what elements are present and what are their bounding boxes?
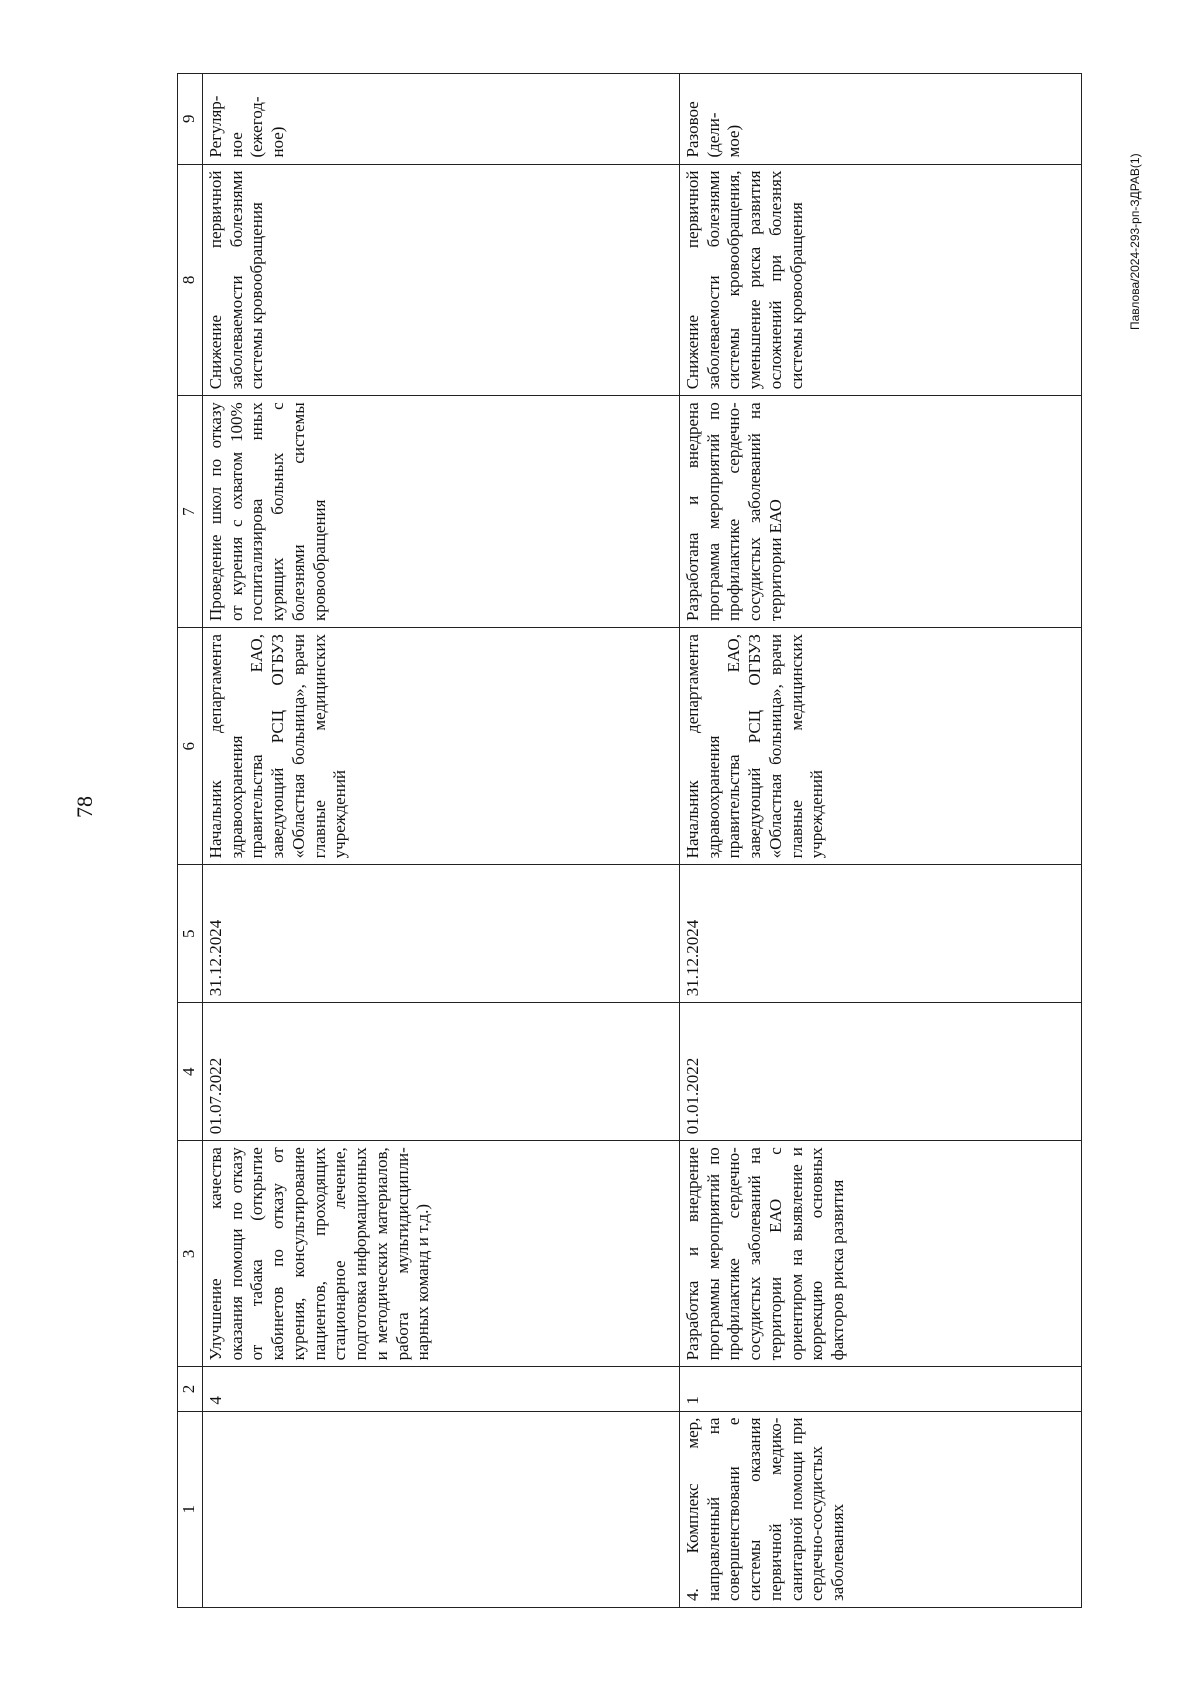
- cell-frequency: Регуляр-ное (ежегод-ное): [203, 74, 680, 165]
- cell-effect: Снижение первичной заболеваемости болезнями системы кровообращения, уменьшение риска развития осложнений при болезнях системы кровообращения: [680, 164, 1082, 396]
- cell-result: Проведение школ по отказу от курения с охватом 100% госпитализирова нных курящих больных с болезнями системы кровообращения: [203, 396, 680, 628]
- header-cell: 6: [178, 628, 203, 865]
- header-cell: 4: [178, 1003, 203, 1141]
- header-cell: 1: [178, 1411, 203, 1607]
- cell-end-date: 31.12.2024: [680, 865, 1082, 1003]
- cell-number: 4: [203, 1367, 680, 1411]
- table-row: [680, 74, 1082, 1608]
- header-cell: 5: [178, 865, 203, 1003]
- document-code: Павлова/2024-293-рп-ЗДРАВ(1): [1128, 153, 1142, 330]
- measures-table: [177, 73, 1082, 1608]
- header-cell: 2: [178, 1367, 203, 1411]
- header-row: [178, 74, 203, 1608]
- cell-responsible: Начальник департамента здравоохранения правительства ЕАО, заведующий РСЦ ОГБУЗ «Областная больница», врачи главные медицинских учреждений: [203, 628, 680, 865]
- cell-responsible: Начальник департамента здравоохранения правительства ЕАО, заведующий РСЦ ОГБУЗ «Областная больница», врачи главные медицинских учреждений: [680, 628, 1082, 865]
- cell-measure: Улучшение качества оказания помощи по отказу от табака (открытие кабинетов по отказу от курения, консультирование пациентов, проходящих стационарное лечение, подготовка информационных и методических материалов, работа мультидисципли-нарных команд и т.д.): [203, 1141, 680, 1367]
- cell-start-date: 01.07.2022: [203, 1003, 680, 1141]
- cell-number: 1: [680, 1367, 1082, 1411]
- cell-frequency: Разовое (дели-мое): [680, 74, 1082, 165]
- header-cell: 3: [178, 1141, 203, 1367]
- cell-section: 4. Комплекс мер, направленный на совершенствовани е системы оказания первичной медико-санитарной помощи при сердечно-сосудистых заболеваниях: [680, 1411, 1082, 1607]
- measures-table-container: [177, 73, 1074, 1608]
- cell-end-date: 31.12.2024: [203, 865, 680, 1003]
- header-cell: 7: [178, 396, 203, 628]
- header-cell: 9: [178, 74, 203, 165]
- cell-result: Разработана и внедрена программа мероприятий по профилактике сердечно-сосудистых заболеваний на территории ЕАО: [680, 396, 1082, 628]
- table-row: [203, 74, 680, 1608]
- cell-start-date: 01.01.2022: [680, 1003, 1082, 1141]
- page-number: 78: [72, 796, 97, 818]
- cell-effect: Снижение первичной заболеваемости болезнями системы кровообращения: [203, 164, 680, 396]
- header-cell: 8: [178, 164, 203, 396]
- cell-measure: Разработка и внедрение программы мероприятий по профилактике сердечно-сосудистых заболеваний на территории ЕАО с ориентиром на выявление и коррекцию основных факторов риска развития: [680, 1141, 1082, 1367]
- cell-section: [203, 1411, 680, 1607]
